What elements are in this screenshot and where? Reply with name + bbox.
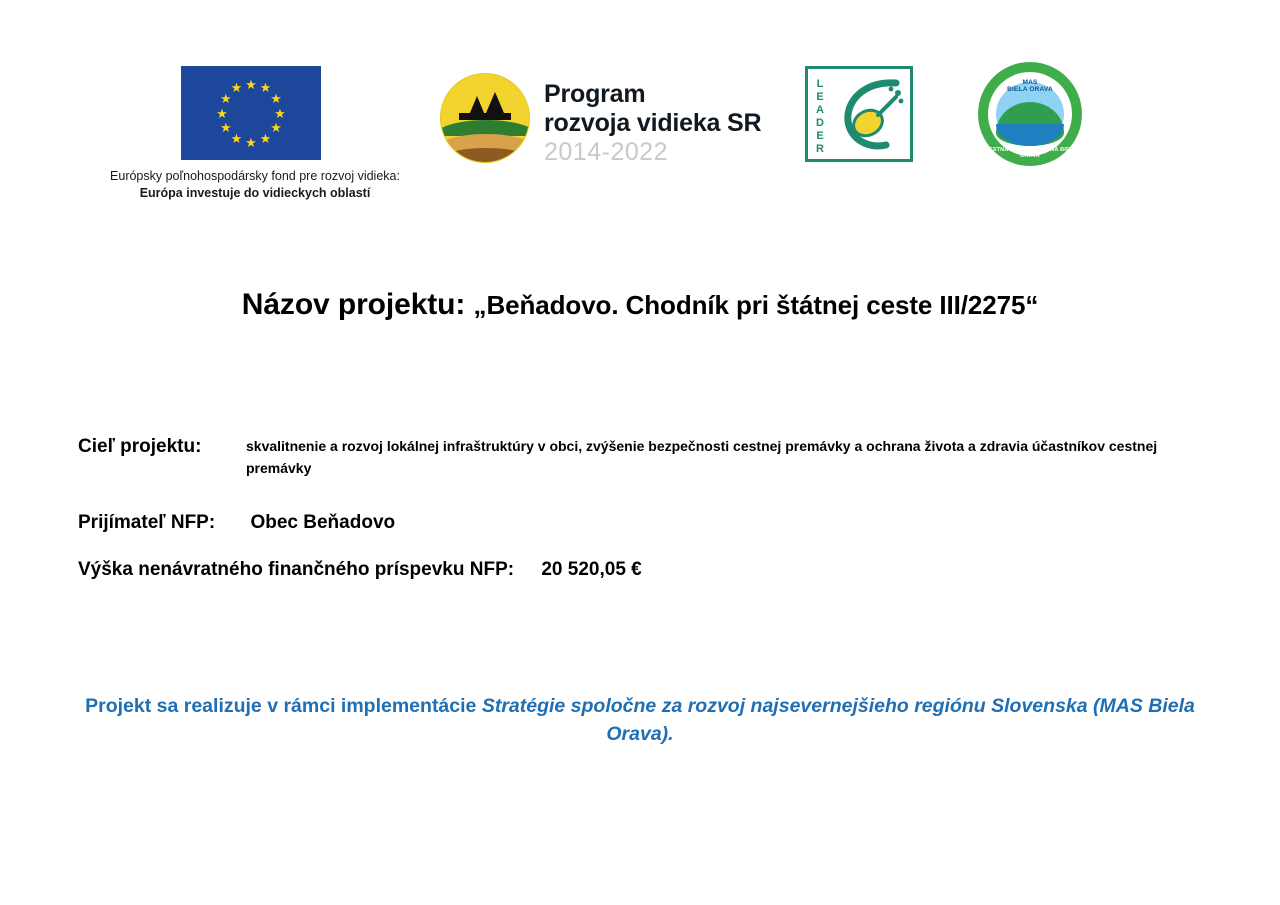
recipient-label: Prijímateľ NFP: [78, 512, 216, 533]
project-goal-label: Cieľ projektu: [78, 436, 202, 457]
prv-emblem-icon [440, 73, 530, 163]
leader-logo-block [805, 66, 913, 162]
prv-line2: rozvoja vidieka SR [544, 108, 762, 137]
eu-star-icon: ★ [230, 80, 243, 96]
eu-star-icon: ★ [245, 134, 257, 150]
eu-star-icon: ★ [220, 91, 232, 106]
prv-logo-block [440, 58, 790, 168]
mas-top-label-1: MAS [1022, 79, 1038, 86]
eu-star-icon: ★ [230, 130, 243, 146]
mas-bottom-label: MIESTNA AKČNÁ SKUPINA BIELA ORAVA [982, 147, 1078, 159]
eu-star-icon: ★ [259, 130, 272, 146]
amount-label: Výška nenávratného finančného príspevku NFP: [78, 559, 515, 580]
eu-star-icon: ★ [220, 120, 232, 135]
eu-caption-line2: Európa investuje do vidieckych oblastí [139, 185, 371, 200]
mas-water [996, 124, 1064, 146]
logo-band [0, 58, 1280, 218]
leader-wordmark: LEADER [814, 78, 826, 156]
eu-star-icon: ★ [270, 91, 282, 106]
amount-row [78, 559, 642, 581]
mountain-tree-icon [457, 87, 513, 121]
footer-note-italic: Stratégie spoločne za rozvoj najsevernejšieho regiónu Slovenska (MAS Biela Orava). [481, 695, 1195, 746]
eu-caption [85, 168, 425, 202]
prv-line1: Program [544, 80, 646, 108]
mas-top-label [978, 79, 1082, 93]
mas-emblem-icon [978, 62, 1082, 166]
footer-note-plain: Projekt sa realizuje v rámci implementácie [85, 695, 482, 717]
project-goal-text: skvalitnenie a rozvoj lokálnej infraštruktúry v obci, zvýšenie bezpečnosti cestnej premávky a ochrana života a zdravia účastníkov cestnej premávky [246, 438, 1158, 476]
eu-star-icon: ★ [259, 80, 272, 96]
project-goal-row [78, 436, 1218, 479]
prv-field-brown [440, 148, 530, 162]
page-title [0, 288, 1280, 322]
footer-note [78, 692, 1202, 749]
eu-star-icon: ★ [245, 76, 257, 92]
project-name-value: „Beňadovo. Chodník pri štátnej ceste III/2275“ [473, 290, 1039, 320]
mas-logo-block [978, 62, 1096, 168]
mas-top-label-2: BIELA ORAVA [1007, 86, 1053, 93]
recipient-row [78, 512, 395, 534]
project-name-label: Názov projektu: [241, 288, 466, 321]
eu-caption-line1: Európsky poľnohospodársky fond pre rozvoj vidieka: [110, 169, 400, 183]
eu-flag-icon [181, 66, 321, 160]
prv-line3: 2014-2022 [544, 138, 669, 166]
eu-star-icon: ★ [270, 120, 282, 135]
eu-logo-block [85, 66, 425, 202]
eu-star-icon: ★ [216, 105, 228, 121]
eu-star-icon: ★ [274, 105, 286, 121]
recipient-value: Obec Beňadovo [250, 512, 396, 533]
prv-wordmark [544, 80, 761, 167]
amount-value: 20 520,05 € [541, 559, 642, 580]
leader-emblem-icon [834, 77, 906, 157]
